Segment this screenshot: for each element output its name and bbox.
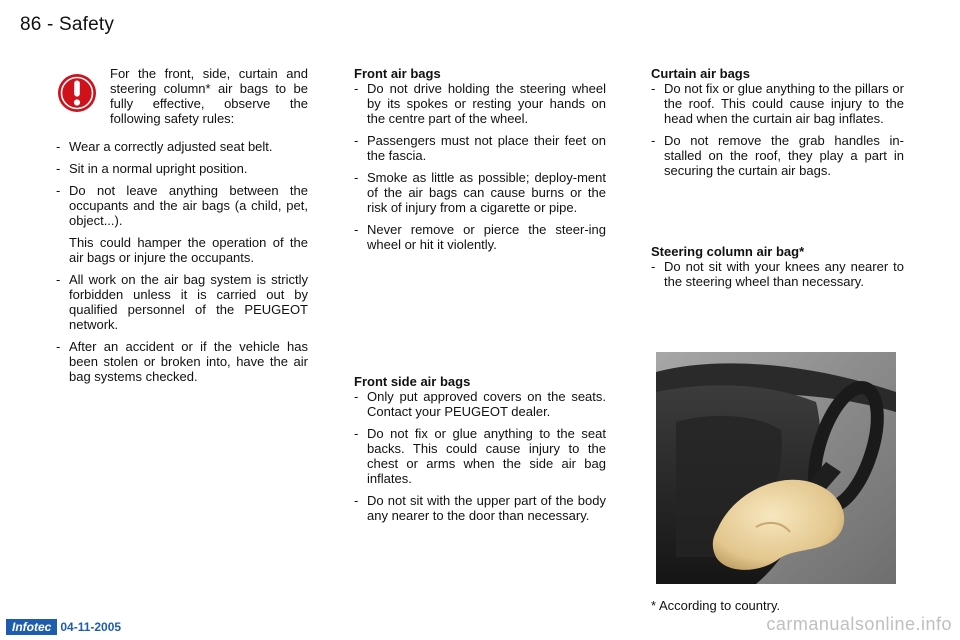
list-item: - Smoke as little as possible; deploy-ment of the air bags can cause burns or the risk of injury from a cigarette or pipe. — [354, 170, 606, 215]
list-item: - Sit in a normal upright position. — [56, 161, 248, 176]
section-heading-front-side: Front side air bags — [354, 374, 471, 389]
footnote: * According to country. — [651, 598, 781, 613]
infotec-logo: Infotec — [6, 619, 57, 635]
list-item: - Do not remove the grab handles in-stalled on the roof, they play a part in securing the curtain air bags. — [651, 133, 904, 178]
steering-section — [651, 244, 904, 289]
list-item: - After an accident or if the vehicle has been stolen or broken into, have the air bag systems checked. — [56, 339, 308, 384]
section-heading-curtain: Curtain air bags — [651, 66, 750, 81]
page-title: Safety — [59, 14, 115, 35]
page-number: 86 — [20, 14, 42, 35]
list-item: - Wear a correctly adjusted seat belt. — [56, 139, 273, 154]
curtain-steering-column — [651, 66, 904, 296]
edition-date: 04-11-2005 — [60, 620, 122, 634]
intro-text: For the front, side, curtain and steering column* air bags to be fully effective, observe the following safety rules: — [110, 66, 308, 126]
steering-airbag-illustration — [656, 352, 896, 584]
steering-list — [651, 259, 904, 289]
list-item: - Never remove or pierce the steer-ing wheel or hit it violently. — [354, 222, 606, 252]
front-side-list — [354, 389, 606, 523]
list-item: - Do not fix or glue anything to the pillars or the roof. This could cause injury to the head when the curtain air bag inflates. — [651, 81, 904, 126]
page-header — [20, 14, 114, 36]
list-item: - Do not sit with the upper part of the body any nearer to the door than necessary. — [354, 493, 606, 523]
section-heading-front: Front air bags — [354, 66, 441, 81]
list-item: - All work on the air bag system is strictly forbidden unless it is carried out by qualified personnel of the PEUGEOT network. — [56, 272, 308, 332]
front-side-section — [354, 374, 606, 523]
list-item-continuation: This could hamper the operation of the air bags or injure the occupants. — [69, 235, 308, 265]
front-airbags-column — [354, 66, 606, 530]
header-separator: - — [47, 14, 54, 35]
list-item: - Do not fix or glue anything to the seat backs. This could cause injury to the chest or arms when the side air bag inflates. — [354, 426, 606, 486]
footer-badge — [6, 619, 121, 635]
front-airbags-list — [354, 81, 606, 252]
exclamation-warning-icon — [56, 72, 98, 114]
safety-rules-list — [56, 139, 308, 384]
list-item: - Do not leave anything between the occupants and the air bags (a child, pet, object...). — [56, 183, 308, 228]
safety-rules-column — [56, 66, 308, 391]
list-item: - Passengers must not place their feet on the fascia. — [354, 133, 606, 163]
list-item: - Do not sit with your knees any nearer to the steering wheel than necessary. — [651, 259, 904, 289]
watermark: carmanualsonline.info — [766, 614, 952, 634]
curtain-list — [651, 81, 904, 178]
steering-airbag-photo — [656, 352, 896, 584]
list-item: - Do not drive holding the steering wheel by its spokes or resting your hands on the centre part of the wheel. — [354, 81, 606, 126]
section-heading-steering: Steering column air bag* — [651, 244, 805, 259]
list-item: - Only put approved covers on the seats. Contact your PEUGEOT dealer. — [354, 389, 606, 419]
intro-block — [56, 66, 308, 126]
